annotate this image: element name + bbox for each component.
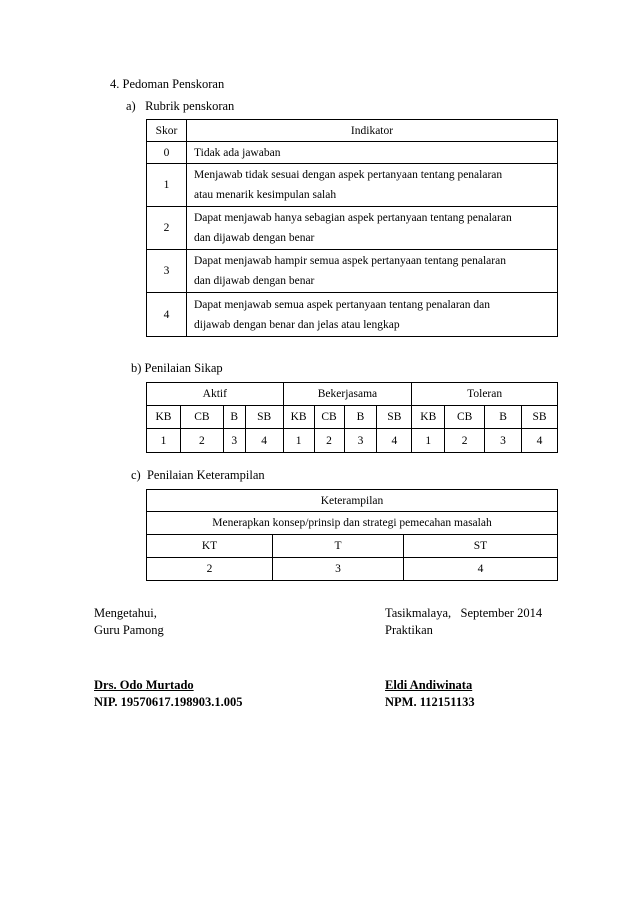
rubrik-header-indikator: Indikator [187, 120, 558, 142]
rubrik-indikator-line: Menjawab tidak sesuai dengan aspek pertanyaan tentang penalaran [194, 169, 503, 181]
sikap-level: CB [180, 406, 223, 429]
rubrik-label: a) Rubrik penskoran [126, 99, 235, 113]
signature-left-line2: Guru Pamong [94, 623, 164, 637]
keterampilan-level: KT [147, 535, 273, 558]
keterampilan-title-row [147, 490, 558, 512]
signature-left-name: Drs. Odo Murtado [94, 678, 194, 692]
sikap-score: 4 [377, 429, 412, 453]
sikap-level: SB [377, 406, 412, 429]
sikap-table [146, 382, 558, 453]
rubrik-row [147, 207, 558, 250]
sikap-level: B [344, 406, 377, 429]
rubrik-skor: 1 [147, 164, 187, 207]
rubrik-indikator-line: Dapat menjawab semua aspek pertanyaan tentang penalaran dan [194, 298, 490, 311]
sikap-score-row [147, 429, 558, 453]
sikap-score: 2 [445, 429, 485, 453]
sikap-level: KB [283, 406, 314, 429]
sikap-level-row [147, 406, 558, 429]
sikap-score: 2 [314, 429, 344, 453]
signature-right [385, 605, 542, 639]
sikap-score: 2 [180, 429, 223, 453]
sikap-level: KB [147, 406, 181, 429]
signature-right-id: NPM. 112151133 [385, 695, 475, 709]
rubrik-table [146, 119, 558, 337]
signature-right-line1: Tasikmalaya, September 2014 [385, 606, 543, 620]
keterampilan-level: T [273, 535, 404, 558]
keterampilan-score: 4 [404, 558, 558, 581]
rubrik-indikator [187, 207, 558, 250]
keterampilan-score-row [147, 558, 558, 581]
rubrik-indikator [187, 164, 558, 207]
sikap-score: 4 [245, 429, 283, 453]
keterampilan-score: 3 [273, 558, 404, 581]
rubrik-indikator-line: dan dijawab dengan benar [194, 275, 315, 287]
sikap-label: b) Penilaian Sikap [131, 361, 223, 375]
signature-left-line1: Mengetahui, [94, 606, 157, 620]
sikap-score: 1 [283, 429, 314, 453]
keterampilan-level: ST [404, 535, 558, 558]
rubrik-header-row [147, 120, 558, 142]
sikap-score: 1 [147, 429, 181, 453]
signature-right-line2: Praktikan [385, 623, 433, 637]
keterampilan-table [146, 489, 558, 581]
signature-left-id: NIP. 19570617.198903.1.005 [94, 695, 243, 709]
rubrik-indikator-line: Dapat menjawab hampir semua aspek pertanyaan tentang penalaran [194, 255, 506, 267]
signature-right-name: Eldi Andiwinata [385, 678, 473, 692]
signature-left-block [94, 677, 243, 711]
rubrik-skor: 4 [147, 293, 187, 337]
keterampilan-score: 2 [147, 558, 273, 581]
sikap-score: 3 [223, 429, 245, 453]
sikap-score: 1 [412, 429, 445, 453]
rubrik-row [147, 293, 558, 337]
rubrik-indikator-line: dijawab dengan benar dan jelas atau lengkap [194, 318, 400, 331]
rubrik-indikator [187, 142, 558, 164]
keterampilan-subtitle: Menerapkan konsep/prinsip dan strategi pemecahan masalah [147, 512, 558, 535]
rubrik-skor: 3 [147, 250, 187, 293]
rubrik-indikator-line: atau menarik kesimpulan salah [194, 189, 337, 201]
sikap-level: SB [245, 406, 283, 429]
sikap-score: 4 [521, 429, 557, 453]
sikap-group-row [147, 383, 558, 406]
section-title: 4. Pedoman Penskoran [110, 77, 225, 91]
rubrik-indikator [187, 293, 558, 337]
sikap-level: B [223, 406, 245, 429]
rubrik-row [147, 142, 558, 164]
rubrik-skor: 2 [147, 207, 187, 250]
sikap-group-aktif: Aktif [147, 383, 284, 406]
signature-left [94, 605, 164, 639]
sikap-level: B [485, 406, 522, 429]
sikap-level: KB [412, 406, 445, 429]
keterampilan-title: Keterampilan [147, 490, 558, 512]
keterampilan-level-row [147, 535, 558, 558]
sikap-group-bekerjasama: Bekerjasama [283, 383, 412, 406]
sikap-level: CB [445, 406, 485, 429]
keterampilan-subtitle-row [147, 512, 558, 535]
sikap-score: 3 [485, 429, 522, 453]
rubrik-skor: 0 [147, 142, 187, 164]
signature-right-block [385, 677, 475, 711]
rubrik-indikator-line: dan dijawab dengan benar [194, 232, 315, 244]
sikap-group-toleran: Toleran [412, 383, 558, 406]
rubrik-indikator [187, 250, 558, 293]
sikap-level: SB [521, 406, 557, 429]
rubrik-indikator-line: Dapat menjawab hanya sebagian aspek pertanyaan tentang penalaran [194, 212, 512, 224]
sikap-level: CB [314, 406, 344, 429]
keterampilan-label: c) Penilaian Keterampilan [131, 468, 265, 482]
rubrik-row [147, 164, 558, 207]
rubrik-header-skor: Skor [147, 120, 187, 142]
rubrik-indikator-line: Tidak ada jawaban [194, 146, 281, 159]
sikap-score: 3 [344, 429, 377, 453]
rubrik-row [147, 250, 558, 293]
